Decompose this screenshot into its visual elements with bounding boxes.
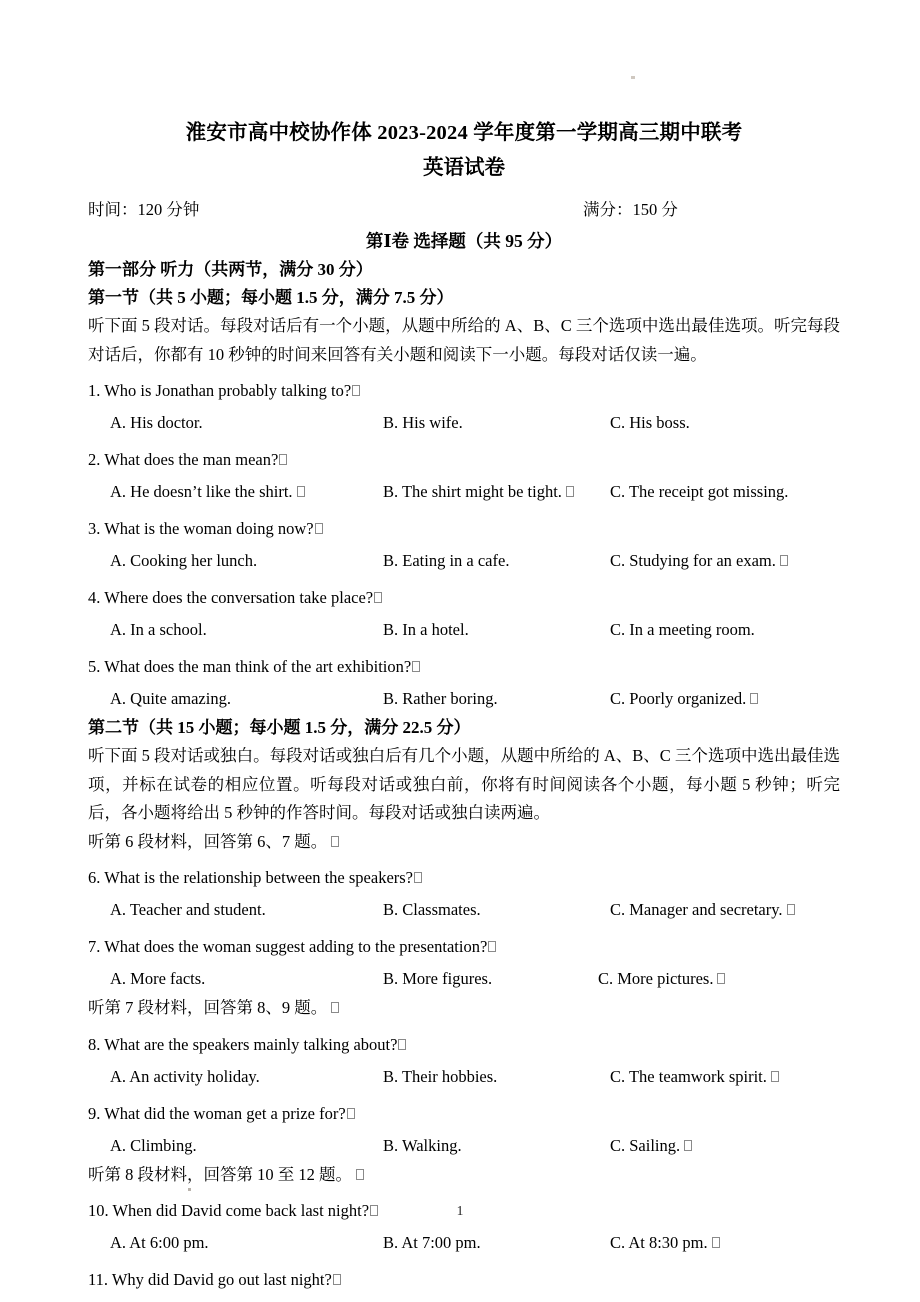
missing-glyph-box	[374, 592, 382, 603]
option-a[interactable]: A. At 6:00 pm.	[110, 1233, 209, 1252]
question-stem: 6. What is the relationship between the speakers?	[88, 862, 840, 893]
option-b[interactable]: B. Their hobbies.	[383, 1066, 498, 1086]
question-options	[88, 1061, 840, 1092]
option-a[interactable]: A. He doesn’t like the shirt.	[110, 476, 306, 507]
option-b[interactable]: B. At 7:00 pm.	[383, 1233, 481, 1252]
missing-glyph-box	[488, 941, 496, 952]
volume-heading: 第Ⅰ卷 选择题（共 95 分）	[365, 231, 563, 251]
option-a[interactable]: A. Quite amazing.	[110, 689, 231, 708]
missing-glyph-box	[331, 836, 339, 847]
question-options	[88, 1130, 840, 1161]
question-stem: 8. What are the speakers mainly talking about?	[88, 1029, 840, 1060]
section-one-instructions: 听下面 5 段对话。每段对话后有一个小题，从题中所给的 A、B、C 三个选项中选出最佳选项。听完每段对话后，你都有 10 秒钟的时间来回答有关小题和阅读下一小题。每段对话仅读一遍。	[88, 316, 840, 364]
part-one-heading: 第一部分 听力（共两节，满分 30 分）	[88, 260, 373, 279]
missing-glyph-box	[347, 1108, 355, 1119]
option-c[interactable]: C. His boss.	[610, 413, 690, 432]
page-title: 淮安市高中校协作体 2023-2024 学年度第一学期高三期中联考	[185, 122, 743, 144]
question-stem: 10. When did David come back last night?	[88, 1195, 840, 1226]
option-c[interactable]: C. The receipt got missing.	[610, 482, 789, 501]
option-c[interactable]: C. More pictures.	[598, 963, 726, 994]
scan-speck	[188, 1188, 191, 1191]
listening-cue-8: 听第 8 段材料，回答第 10 至 12 题。	[88, 1161, 840, 1190]
option-a[interactable]: A. His doctor.	[110, 413, 203, 432]
missing-glyph-box	[352, 385, 360, 396]
question-options	[88, 407, 840, 438]
option-a[interactable]: A. Cooking her lunch.	[110, 551, 258, 570]
missing-glyph-box	[717, 973, 725, 984]
option-c[interactable]: C. Studying for an exam.	[610, 545, 789, 576]
missing-glyph-box	[787, 904, 795, 915]
question-list-section-one	[88, 375, 840, 714]
missing-glyph-box	[315, 523, 323, 534]
exam-duration: 时间：120 分钟	[88, 200, 200, 219]
missing-glyph-box	[333, 1274, 341, 1285]
missing-glyph-box	[780, 555, 788, 566]
option-c[interactable]: C. In a meeting room.	[610, 620, 755, 639]
option-b[interactable]: B. Rather boring.	[383, 689, 498, 708]
question-options	[88, 1227, 840, 1258]
question-list-6-7	[88, 862, 840, 994]
section-one-heading: 第一节（共 5 小题；每小题 1.5 分，满分 7.5 分）	[88, 288, 454, 307]
question-options	[88, 614, 840, 645]
question-options	[88, 963, 840, 994]
option-a[interactable]: A. Teacher and student.	[110, 900, 266, 919]
exam-meta-row	[88, 196, 840, 224]
option-b[interactable]: B. Classmates.	[383, 900, 481, 919]
option-a[interactable]: A. More facts.	[110, 969, 206, 988]
question-stem: 7. What does the woman suggest adding to the presentation?	[88, 931, 840, 962]
option-a[interactable]: A. In a school.	[110, 620, 207, 639]
missing-glyph-box	[566, 486, 574, 497]
missing-glyph-box	[750, 693, 758, 704]
option-b[interactable]: B. His wife.	[383, 413, 463, 432]
section-two-instructions: 听下面 5 段对话或独白。每段对话或独白后有几个小题，从题中所给的 A、B、C 三个选项中选出最佳选项，并标在试卷的相应位置。听每段对话或独白前，你将有时间阅读各个小题，每小题 5 秒钟；听完后，各小题将给出 5 秒钟的作答时间。每段对话或独白读两遍。	[88, 746, 840, 822]
option-c[interactable]: C. At 8:30 pm.	[610, 1227, 721, 1258]
scan-speck	[631, 76, 635, 79]
option-c[interactable]: C. The teamwork spirit.	[610, 1061, 780, 1092]
option-c[interactable]: C. Poorly organized.	[610, 683, 759, 714]
question-options	[88, 683, 840, 714]
option-b[interactable]: B. Walking.	[383, 1135, 462, 1155]
exam-total-score: 满分：150 分	[583, 200, 678, 219]
question-options	[88, 545, 840, 576]
page-number: 1	[456, 1203, 464, 1218]
missing-glyph-box	[398, 1039, 406, 1050]
question-options	[88, 476, 840, 507]
option-a[interactable]: A. Climbing.	[110, 1135, 197, 1155]
missing-glyph-box	[412, 661, 420, 672]
question-stem: 9. What did the woman get a prize for?	[88, 1098, 840, 1129]
question-stem: 1. Who is Jonathan probably talking to?	[88, 375, 840, 406]
option-b[interactable]: B. More figures.	[383, 969, 493, 988]
question-stem: 4. Where does the conversation take place?	[88, 582, 840, 613]
missing-glyph-box	[356, 1169, 364, 1180]
option-b[interactable]: B. Eating in a cafe.	[383, 551, 510, 570]
option-b[interactable]: B. In a hotel.	[383, 620, 469, 639]
missing-glyph-box	[771, 1071, 779, 1082]
missing-glyph-box	[297, 486, 305, 497]
question-stem: 11. Why did David go out last night?	[88, 1264, 840, 1295]
section-two-heading: 第二节（共 15 小题；每小题 1.5 分，满分 22.5 分）	[88, 718, 471, 737]
listening-cue-7: 听第 7 段材料，回答第 8、9 题。	[88, 994, 840, 1023]
option-c[interactable]: C. Manager and secretary.	[610, 894, 796, 925]
missing-glyph-box	[712, 1237, 720, 1248]
question-stem: 5. What does the man think of the art exhibition?	[88, 651, 840, 682]
missing-glyph-box	[331, 1002, 339, 1013]
missing-glyph-box	[684, 1140, 692, 1151]
page-content	[88, 118, 840, 1295]
option-b[interactable]: B. The shirt might be tight.	[383, 476, 575, 507]
question-stem: 2. What does the man mean?	[88, 444, 840, 475]
missing-glyph-box	[279, 454, 287, 465]
page-subtitle: 英语试卷	[423, 157, 505, 179]
question-list-8-9	[88, 1029, 840, 1161]
option-c[interactable]: C. Sailing.	[610, 1130, 693, 1161]
question-stem: 3. What is the woman doing now?	[88, 513, 840, 544]
missing-glyph-box	[414, 872, 422, 883]
option-a[interactable]: A. An activity holiday.	[110, 1066, 260, 1086]
question-options	[88, 894, 840, 925]
listening-cue-6: 听第 6 段材料，回答第 6、7 题。	[88, 828, 840, 857]
